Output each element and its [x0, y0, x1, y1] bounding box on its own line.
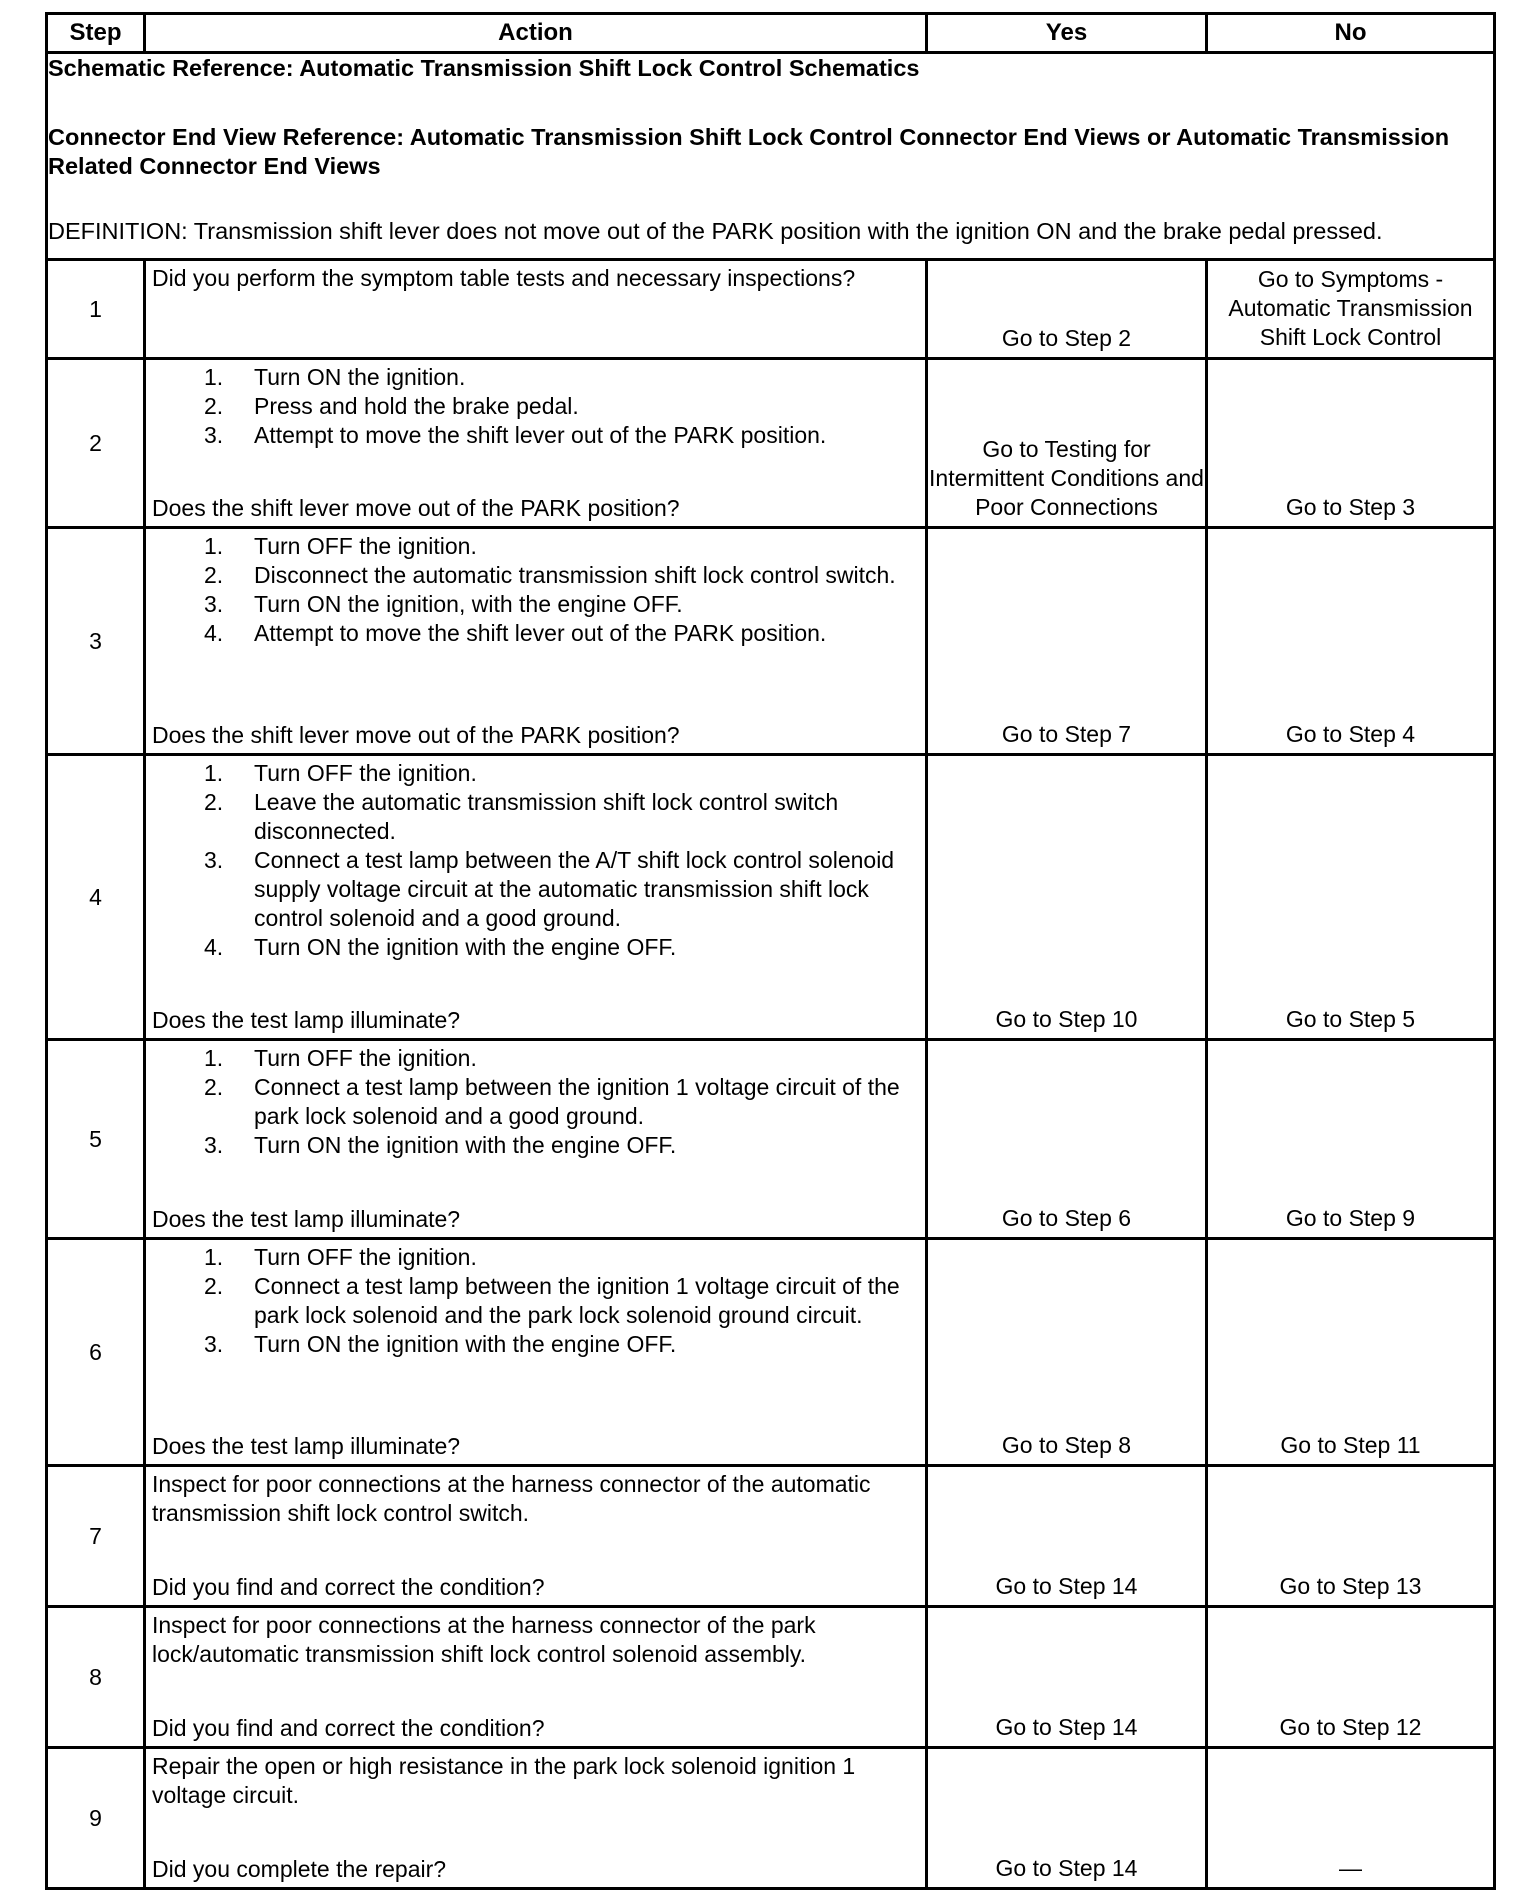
- step-row: [47, 1748, 1495, 1889]
- step-number: 9: [47, 1748, 145, 1889]
- step-number: 5: [47, 1040, 145, 1239]
- procedure-item-number: 1.: [204, 364, 224, 390]
- step-row: [47, 1466, 1495, 1607]
- action-text: Inspect for poor connections at the harness connector of the park lock/automatic transmission shift lock control solenoid assembly.: [152, 1612, 816, 1667]
- procedure-item: [152, 1330, 919, 1359]
- procedure-item: [152, 532, 919, 561]
- procedure-item: [152, 1044, 919, 1073]
- header-yes: Yes: [927, 14, 1207, 53]
- no-outcome: Go to Step 4: [1207, 528, 1495, 755]
- header-action: Action: [145, 14, 927, 53]
- procedure-item: [152, 392, 919, 421]
- action-question: Did you find and correct the condition?: [152, 1574, 545, 1600]
- procedure-item-number: 1.: [204, 533, 224, 559]
- action-cell: [145, 1239, 927, 1466]
- no-outcome: Go to Step 5: [1207, 755, 1495, 1040]
- procedure-item-text: Turn ON the ignition with the engine OFF.: [254, 934, 677, 960]
- action-question: Did you complete the repair?: [152, 1856, 447, 1882]
- procedure-list: [152, 532, 919, 648]
- step-number: 4: [47, 755, 145, 1040]
- yes-outcome: Go to Step 8: [927, 1239, 1207, 1466]
- step-number: 2: [47, 359, 145, 528]
- yes-outcome: Go to Step 14: [927, 1748, 1207, 1889]
- no-outcome: Go to Step 3: [1207, 359, 1495, 528]
- step-row: [47, 755, 1495, 1040]
- procedure-item: [152, 590, 919, 619]
- step-row: [47, 1040, 1495, 1239]
- connector-reference: Connector End View Reference: Automatic Transmission Shift Lock Control Connector End Views or Automatic Transmission Related Connector End Views: [48, 124, 1450, 179]
- procedure-item: [152, 619, 919, 648]
- procedure-item: [152, 933, 919, 962]
- procedure-item-text: Connect a test lamp between the ignition 1 voltage circuit of the park lock solenoid and the park lock solenoid ground circuit.: [254, 1273, 900, 1328]
- procedure-item-text: Turn OFF the ignition.: [254, 533, 477, 559]
- procedure-item-text: Turn OFF the ignition.: [254, 760, 477, 786]
- procedure-item-text: Connect a test lamp between the A/T shift lock control solenoid supply voltage circuit at the automatic transmission shift lock control solenoid and a good ground.: [254, 847, 895, 931]
- procedure-item-text: Disconnect the automatic transmission shift lock control switch.: [254, 562, 896, 588]
- procedure-item-text: Attempt to move the shift lever out of the PARK position.: [254, 620, 827, 646]
- no-outcome: Go to Step 11: [1207, 1239, 1495, 1466]
- action-question: Does the shift lever move out of the PARK position?: [152, 722, 680, 748]
- procedure-item-text: Leave the automatic transmission shift lock control switch disconnected.: [254, 789, 839, 844]
- procedure-item-text: Connect a test lamp between the ignition 1 voltage circuit of the park lock solenoid and a good ground.: [254, 1074, 900, 1129]
- procedure-item-text: Turn ON the ignition, with the engine OFF.: [254, 591, 683, 617]
- procedure-item-number: 1.: [204, 760, 224, 786]
- no-outcome: Go to Step 9: [1207, 1040, 1495, 1239]
- step-number: 8: [47, 1607, 145, 1748]
- procedure-item-text: Turn OFF the ignition.: [254, 1244, 477, 1270]
- action-text: Repair the open or high resistance in the park lock solenoid ignition 1 voltage circuit.: [152, 1753, 856, 1808]
- procedure-item-number: 3.: [204, 591, 224, 617]
- step-number: 3: [47, 528, 145, 755]
- procedure-item-number: 3.: [204, 422, 224, 448]
- procedure-item: [152, 759, 919, 788]
- action-cell: [145, 528, 927, 755]
- no-outcome: Go to Step 12: [1207, 1607, 1495, 1748]
- yes-outcome: Go to Step 14: [927, 1607, 1207, 1748]
- procedure-item-number: 2.: [204, 1074, 224, 1100]
- procedure-list: [152, 759, 919, 962]
- procedure-item-number: 3.: [204, 1331, 224, 1357]
- yes-outcome: Go to Step 7: [927, 528, 1207, 755]
- header-row: [47, 14, 1495, 53]
- action-text: Inspect for poor connections at the harness connector of the automatic transmission shift lock control switch.: [152, 1471, 871, 1526]
- procedure-item-number: 2.: [204, 393, 224, 419]
- procedure-item: [152, 363, 919, 392]
- procedure-item-text: Turn OFF the ignition.: [254, 1045, 477, 1071]
- action-cell: [145, 1040, 927, 1239]
- procedure-item: [152, 561, 919, 590]
- procedure-item: [152, 846, 919, 933]
- action-cell: [145, 1466, 927, 1607]
- procedure-item: [152, 1073, 919, 1131]
- yes-outcome: Go to Testing for Intermittent Conditions and Poor Connections: [927, 359, 1207, 528]
- step-row: [47, 528, 1495, 755]
- procedure-item-number: 1.: [204, 1244, 224, 1270]
- step-row: [47, 260, 1495, 359]
- procedure-item-number: 2.: [204, 562, 224, 588]
- procedure-list: [152, 1044, 919, 1160]
- procedure-item-number: 2.: [204, 789, 224, 815]
- procedure-item: [152, 1243, 919, 1272]
- yes-outcome: Go to Step 6: [927, 1040, 1207, 1239]
- action-cell: [145, 1748, 927, 1889]
- header-step: Step: [47, 14, 145, 53]
- procedure-item-number: 2.: [204, 1273, 224, 1299]
- procedure-item-number: 4.: [204, 620, 224, 646]
- step-row: [47, 359, 1495, 528]
- step-row: [47, 1239, 1495, 1466]
- action-question: Did you find and correct the condition?: [152, 1715, 545, 1741]
- step-number: 1: [47, 260, 145, 359]
- step-number: 6: [47, 1239, 145, 1466]
- no-outcome: Go to Symptoms - Automatic Transmission Shift Lock Control: [1207, 260, 1495, 359]
- action-cell: [145, 755, 927, 1040]
- procedure-item: [152, 788, 919, 846]
- action-text: Did you perform the symptom table tests and necessary inspections?: [152, 265, 856, 291]
- reference-row: [47, 53, 1495, 260]
- diagnostic-table: [45, 12, 1496, 1890]
- procedure-item-text: Turn ON the ignition.: [254, 364, 466, 390]
- procedure-item-number: 3.: [204, 847, 224, 873]
- procedure-item-text: Turn ON the ignition with the engine OFF.: [254, 1331, 677, 1357]
- yes-outcome: Go to Step 14: [927, 1466, 1207, 1607]
- procedure-item-number: 1.: [204, 1045, 224, 1071]
- schematic-reference: Schematic Reference: Automatic Transmission Shift Lock Control Schematics: [48, 55, 920, 81]
- procedure-item-text: Press and hold the brake pedal.: [254, 393, 579, 419]
- procedure-item: [152, 1272, 919, 1330]
- step-row: [47, 1607, 1495, 1748]
- action-question: Does the test lamp illuminate?: [152, 1433, 461, 1459]
- action-cell: [145, 1607, 927, 1748]
- procedure-item: [152, 1131, 919, 1160]
- procedure-item-number: 4.: [204, 934, 224, 960]
- procedure-item-text: Turn ON the ignition with the engine OFF.: [254, 1132, 677, 1158]
- no-outcome: Go to Step 13: [1207, 1466, 1495, 1607]
- action-cell: [145, 260, 927, 359]
- procedure-list: [152, 1243, 919, 1359]
- procedure-item-number: 3.: [204, 1132, 224, 1158]
- header-no: No: [1207, 14, 1495, 53]
- step-number: 7: [47, 1466, 145, 1607]
- procedure-item: [152, 421, 919, 450]
- no-outcome: —: [1207, 1748, 1495, 1889]
- action-cell: [145, 359, 927, 528]
- procedure-list: [152, 363, 919, 450]
- action-question: Does the shift lever move out of the PARK position?: [152, 495, 680, 521]
- yes-outcome: Go to Step 10: [927, 755, 1207, 1040]
- yes-outcome: Go to Step 2: [927, 260, 1207, 359]
- definition-text: DEFINITION: Transmission shift lever does not move out of the PARK position with the ignition ON and the brake pedal pressed.: [48, 218, 1383, 244]
- procedure-item-text: Attempt to move the shift lever out of the PARK position.: [254, 422, 827, 448]
- action-question: Does the test lamp illuminate?: [152, 1206, 461, 1232]
- action-question: Does the test lamp illuminate?: [152, 1007, 461, 1033]
